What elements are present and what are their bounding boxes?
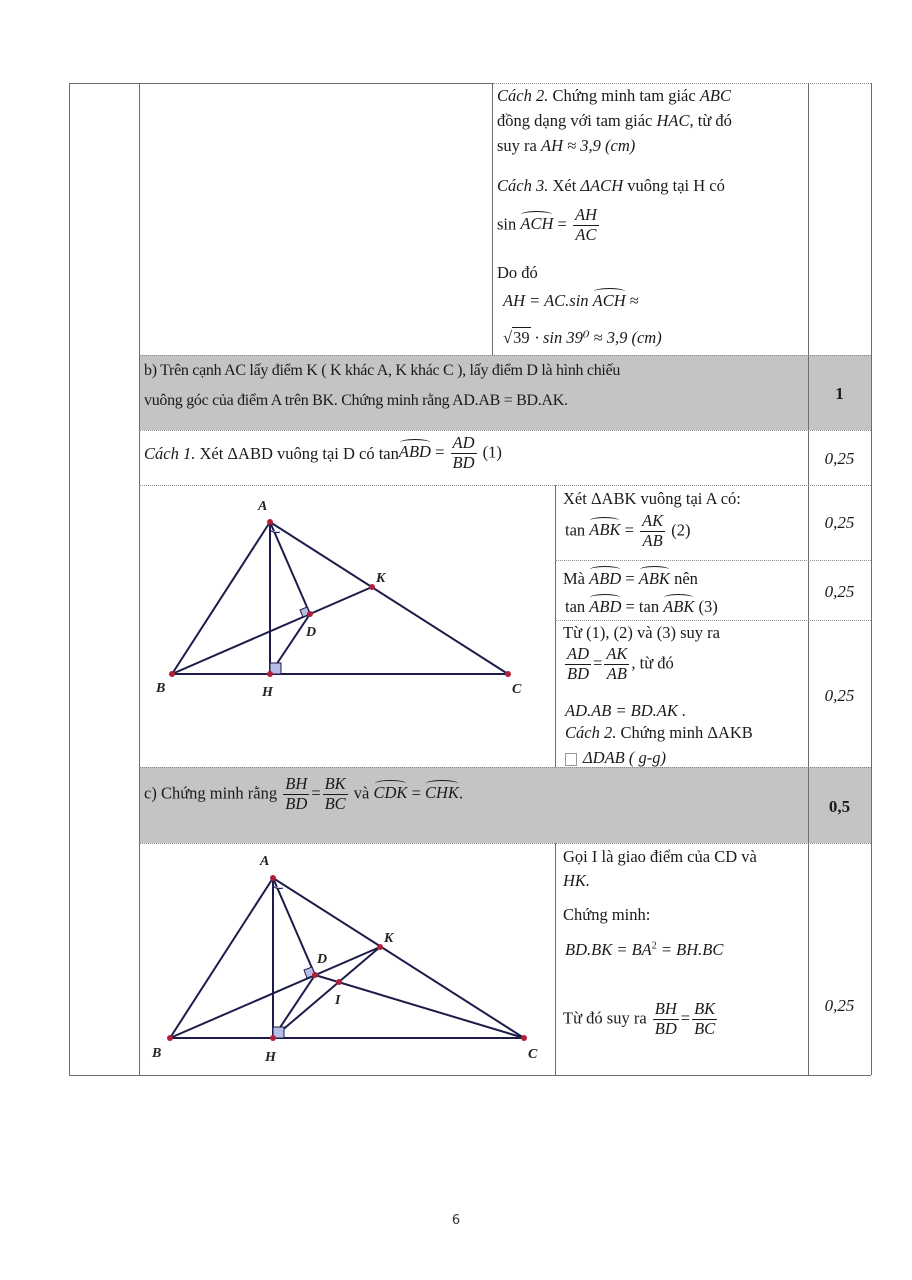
fraction-ak-ab [640, 512, 665, 551]
segment-ab [170, 878, 273, 1038]
text: , từ đó [631, 653, 674, 673]
point-a [267, 519, 273, 525]
point-c [505, 671, 511, 677]
step4-score: 0,25 [824, 686, 855, 705]
label-c: C [528, 1047, 538, 1062]
table-left-border [69, 83, 70, 1075]
table-right-border [871, 83, 872, 1075]
step4-result [565, 701, 686, 721]
point-h [267, 671, 273, 677]
segment-bk [172, 587, 372, 674]
math: ΔDAB ( g-g) [583, 748, 666, 767]
text: suy ra [497, 136, 541, 155]
numerator: BK [324, 774, 346, 793]
point-k [369, 584, 375, 590]
text: = [430, 442, 449, 462]
point-h [270, 1035, 276, 1041]
math: AH = AC.sin [503, 291, 593, 310]
figure-b [140, 486, 554, 766]
equation-tag: (2) [667, 520, 691, 540]
point-b [169, 671, 175, 677]
sqrt-icon: √ [503, 328, 513, 347]
label-h: H [265, 1050, 276, 1065]
text: Xét ΔABK vuông tại A có: [563, 489, 741, 508]
numerator: BK [694, 999, 716, 1018]
label-b: B [152, 1046, 162, 1061]
fraction-bh-bd [283, 775, 309, 814]
part-b-line2: vuông góc của điểm A trên BK. Chứng minh rằng AD.AB = BD.AK. [144, 392, 568, 409]
segment-bk [170, 947, 380, 1038]
part-c-line: c) Chứng minh rằng $\frac{BH}{BD}$ = $\frac{BK}{BC}$ và CDK = CHK. [144, 774, 464, 813]
row-sep-c-top [139, 767, 871, 768]
label-b: B [156, 681, 166, 696]
text: Chứng minh ΔAKB [616, 723, 753, 742]
denominator: BC [694, 1018, 716, 1038]
part-c-score: 0,5 [828, 797, 851, 816]
point-i [336, 979, 342, 985]
conclusion-line: Từ đó suy ra $\frac{BH}{BD}$ = $\frac{BK}{BC}$ [563, 999, 716, 1038]
label-a: A [260, 854, 270, 869]
sqrt-value: 39 [513, 328, 530, 347]
equation-tag: (3) [694, 597, 718, 616]
angle-abd: ABD [398, 442, 431, 462]
final-value [503, 328, 662, 348]
step4-line1: Từ (1), (2) và (3) suy ra [563, 623, 720, 642]
angle-abk: ABK [638, 569, 670, 588]
fraction-ad-bd [451, 434, 477, 473]
part-b-score: 1 [835, 384, 844, 403]
last-line2: HK. [563, 871, 591, 890]
step3-line2 [565, 597, 718, 617]
cach2-label: Cách 2. [565, 723, 617, 742]
numerator: AD [452, 433, 475, 452]
step4-similar [565, 748, 666, 768]
cach2-line3 [497, 136, 635, 156]
ah-formula [503, 291, 639, 311]
text: = [620, 520, 639, 540]
top-block-divider [492, 83, 493, 355]
cach1-line [144, 434, 502, 473]
text: tan [565, 597, 590, 616]
figure-c-divider [555, 843, 556, 1075]
denominator: BD [285, 793, 308, 813]
text: sin [497, 214, 521, 234]
text: , từ đó [689, 111, 732, 130]
text: ≈ [625, 291, 639, 310]
cach1-score: 0,25 [824, 449, 855, 468]
text: đồng dạng với tam giác [497, 111, 657, 130]
page-number: 6 [451, 1213, 461, 1228]
bd-bk-equation [565, 940, 723, 960]
label-h: H [262, 685, 273, 700]
text: = [407, 783, 425, 803]
fraction-bk-bc [692, 1000, 717, 1039]
numerator: AH [574, 205, 597, 224]
numerator: BH [654, 999, 677, 1018]
last-line1: Gọi I là giao điểm của CD và [563, 847, 757, 866]
chung-minh: Chứng minh: [563, 905, 651, 924]
equation-tag: (1) [478, 442, 502, 462]
angle-cdk: CDK [373, 783, 408, 803]
denominator: BC [324, 793, 346, 813]
cach1-label: Cách 1. [144, 443, 196, 463]
segment-ab [172, 522, 270, 674]
step2-formula [565, 512, 691, 551]
angle-ach: ACH [592, 291, 626, 310]
label-d: D [317, 952, 328, 967]
text: c) Chứng minh rằng [144, 783, 282, 803]
sin-ach-formula [497, 206, 601, 245]
numerator: AD [567, 644, 589, 663]
text: tan [565, 520, 590, 540]
angle-abk: ABK [663, 597, 695, 616]
math: · sin 39⁰ ≈ 3,9 (cm) [530, 328, 662, 347]
cach2-label: Cách 2. [497, 86, 549, 105]
angle-a-marker-icon [270, 530, 280, 533]
score-col-divider [808, 83, 809, 1075]
superscript: 2 [651, 940, 657, 952]
row-sep-step3 [555, 620, 871, 621]
math: BD.BK = BA [565, 940, 652, 959]
angle-abk: ABK [589, 520, 621, 540]
part-b-line1: b) Trên cạnh AC lấy điểm K ( K khác A, K khác C ), lấy điểm D là hình chiếu [144, 362, 621, 379]
fraction-ak-ab [604, 645, 629, 684]
angle-a-marker-icon [273, 886, 283, 889]
row-sep-b-bottom [139, 430, 871, 431]
text: . [458, 783, 464, 803]
last-row-score: 0,25 [824, 996, 855, 1015]
text: = tan [621, 597, 664, 616]
point-a [270, 875, 276, 881]
text: nên [669, 569, 698, 588]
step4-fraction-line: $\frac{AD}{BD}$ = $\frac{AK}{AB}$ , từ đó [567, 644, 674, 683]
step2-score: 0,25 [824, 513, 855, 532]
angle-abd: ABD [589, 569, 622, 588]
cach2-line1 [497, 86, 731, 106]
text: = [621, 569, 639, 588]
do-do: Do đó [497, 263, 538, 282]
denominator: BD [654, 1018, 677, 1038]
numerator: AK [606, 644, 628, 663]
math: = BH.BC [656, 940, 724, 959]
table-top-border-dotted [493, 83, 871, 84]
denominator: BD [567, 663, 589, 683]
angle-abd: ABD [589, 597, 622, 616]
cach3-label: Cách 3. [497, 176, 549, 195]
fraction-bh-bd [653, 1000, 679, 1039]
label-i: I [335, 993, 341, 1008]
point-d [307, 611, 313, 617]
text: Xét [548, 176, 581, 195]
math-ah-approx: AH ≈ 3,9 (cm) [541, 136, 636, 155]
figure-c [140, 845, 554, 1073]
point-d [312, 972, 318, 978]
fraction-ah-ac [573, 206, 599, 245]
numerator: AK [642, 511, 664, 530]
step4-cach2 [565, 723, 753, 743]
denominator: AC [575, 224, 597, 244]
point-c [521, 1035, 527, 1041]
angle-chk: CHK [425, 783, 459, 803]
segment-ac [273, 878, 524, 1038]
text: Chứng minh tam giác [548, 86, 700, 105]
math-hac: HAC [656, 111, 690, 130]
label-a: A [258, 499, 268, 514]
angle-ach: ACH [520, 214, 554, 234]
row-sep-b-top [139, 355, 871, 356]
denominator: AB [606, 663, 627, 683]
cach3-line1 [497, 176, 725, 196]
point-b [167, 1035, 173, 1041]
label-c: C [512, 682, 522, 697]
segment-ac [270, 522, 508, 674]
figure-b-divider [555, 485, 556, 767]
similar-symbol-icon [565, 753, 577, 766]
table-bottom-border [69, 1075, 871, 1076]
row-sep-step2 [555, 560, 871, 561]
fraction-ad-bd [565, 645, 591, 684]
math: AD.AB = BD.AK . [565, 701, 687, 720]
step3-score: 0,25 [824, 582, 855, 601]
point-k [377, 944, 383, 950]
text: Xét ΔABD vuông tại D có tan [195, 443, 399, 463]
table-top-border [69, 83, 493, 84]
label-d: D [306, 625, 317, 640]
math-abc: ABC [699, 86, 731, 105]
math-triangle-ach: ΔACH [580, 176, 624, 195]
label-k: K [384, 931, 394, 946]
text: vuông tại H có [623, 176, 725, 195]
text: và [349, 783, 374, 803]
denominator: AB [642, 530, 663, 550]
step3-line1 [563, 569, 698, 589]
numerator: BH [285, 774, 308, 793]
text: Mà [563, 569, 590, 588]
cach2-line2 [497, 111, 732, 131]
step2-line1 [563, 489, 741, 509]
row-sep-c-bottom [139, 843, 871, 844]
segment-dc [315, 975, 524, 1038]
text: = [553, 214, 571, 234]
label-k: K [376, 571, 386, 586]
text: Từ đó suy ra [563, 1008, 651, 1028]
fraction-bk-bc [323, 775, 348, 814]
denominator: BD [452, 452, 475, 472]
